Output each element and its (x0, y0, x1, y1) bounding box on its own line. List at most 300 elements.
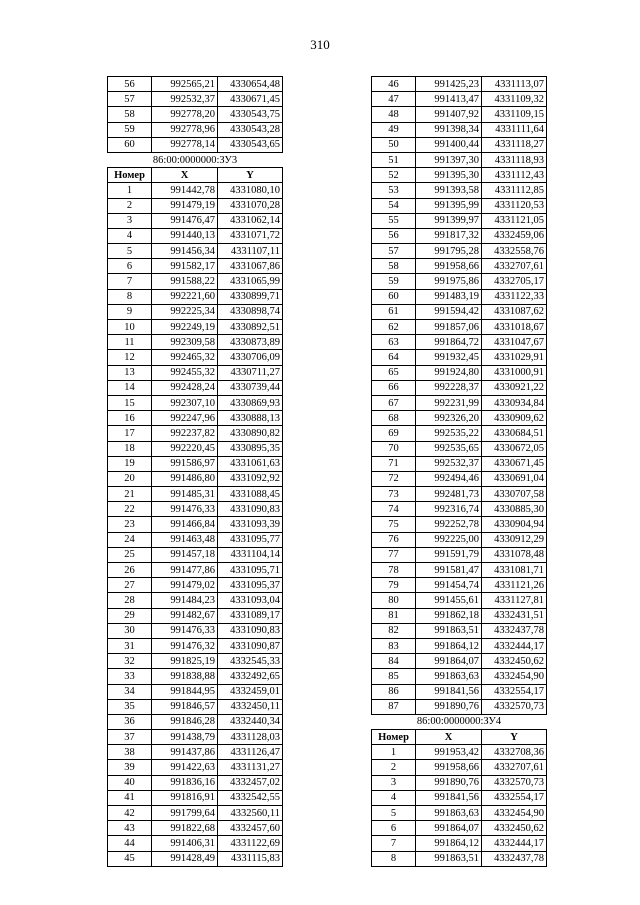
coord-x: 991890,76 (416, 775, 482, 790)
table-row (108, 745, 283, 760)
point-number: 71 (372, 456, 416, 471)
table-row (372, 137, 547, 152)
point-number: 46 (372, 77, 416, 92)
coord-x: 991395,99 (416, 198, 482, 213)
coord-y: 4330895,35 (218, 441, 283, 456)
coord-y: 4332558,76 (482, 244, 547, 259)
header-y: Y (218, 168, 283, 183)
coord-y: 4331113,07 (482, 77, 547, 92)
coord-x: 991838,88 (152, 669, 218, 684)
table-row (372, 320, 547, 335)
coord-y: 4332705,17 (482, 274, 547, 289)
coord-y: 4332454,90 (482, 806, 547, 821)
coord-y: 4331131,27 (218, 760, 283, 775)
coord-x: 991864,07 (416, 821, 482, 836)
coord-y: 4331118,93 (482, 152, 547, 167)
table-row (108, 456, 283, 471)
coord-x: 991438,79 (152, 730, 218, 745)
header-num: Номер (372, 730, 416, 745)
coord-x: 991456,34 (152, 244, 218, 259)
coord-y: 4331126,47 (218, 745, 283, 760)
table-row (108, 532, 283, 547)
point-number: 53 (372, 183, 416, 198)
point-number: 83 (372, 638, 416, 653)
coord-y: 4331127,81 (482, 593, 547, 608)
coord-y: 4330892,51 (218, 320, 283, 335)
coord-x: 992535,65 (416, 441, 482, 456)
coord-x: 992535,22 (416, 426, 482, 441)
point-number: 36 (108, 714, 152, 729)
table-row (108, 289, 283, 304)
coord-x: 991591,79 (416, 547, 482, 562)
table-row (108, 441, 283, 456)
coord-x: 991822,68 (152, 821, 218, 836)
coord-x: 992228,37 (416, 380, 482, 395)
coord-y: 4330899,71 (218, 289, 283, 304)
coord-y: 4331018,67 (482, 320, 547, 335)
coord-y: 4331107,11 (218, 244, 283, 259)
point-number: 2 (372, 760, 416, 775)
coord-x: 991483,19 (416, 289, 482, 304)
point-number: 29 (108, 608, 152, 623)
header-x: X (416, 730, 482, 745)
coord-x: 991864,12 (416, 638, 482, 653)
coord-y: 4331090,83 (218, 623, 283, 638)
point-number: 60 (108, 137, 152, 152)
table-row (108, 213, 283, 228)
coord-y: 4331071,72 (218, 228, 283, 243)
coord-y: 4331112,85 (482, 183, 547, 198)
coord-y: 4331122,69 (218, 836, 283, 851)
coord-y: 4332444,17 (482, 836, 547, 851)
coord-y: 4331120,53 (482, 198, 547, 213)
point-number: 7 (372, 836, 416, 851)
coord-y: 4332459,01 (218, 684, 283, 699)
point-number: 5 (372, 806, 416, 821)
table-row (372, 775, 547, 790)
coord-x: 991864,12 (416, 836, 482, 851)
table-row (108, 92, 283, 107)
point-number: 56 (108, 77, 152, 92)
coord-x: 992455,32 (152, 365, 218, 380)
table-row (372, 183, 547, 198)
coord-x: 991863,51 (416, 623, 482, 638)
table-row (108, 851, 283, 866)
coord-x: 991864,72 (416, 335, 482, 350)
point-number: 6 (108, 259, 152, 274)
coord-y: 4331109,15 (482, 107, 547, 122)
coord-y: 4330543,75 (218, 107, 283, 122)
coord-x: 991864,07 (416, 654, 482, 669)
table-row (108, 365, 283, 380)
table-row (108, 198, 283, 213)
section-caption: 86:00:0000000:ЗУ4 (416, 716, 502, 728)
table-row (108, 608, 283, 623)
table-row (108, 654, 283, 669)
coord-y: 4332457,60 (218, 821, 283, 836)
coord-x: 991400,44 (416, 137, 482, 152)
coord-x: 991958,66 (416, 760, 482, 775)
point-number: 9 (108, 304, 152, 319)
point-number: 34 (108, 684, 152, 699)
point-number: 50 (372, 137, 416, 152)
table-row (372, 365, 547, 380)
point-number: 75 (372, 517, 416, 532)
table-row (372, 152, 547, 167)
point-number: 12 (108, 350, 152, 365)
coord-x: 991482,67 (152, 608, 218, 623)
table-row (108, 517, 283, 532)
coord-y: 4331081,71 (482, 563, 547, 578)
point-number: 37 (108, 730, 152, 745)
point-number: 39 (108, 760, 152, 775)
point-number: 63 (372, 335, 416, 350)
coord-y: 4330873,89 (218, 335, 283, 350)
coord-y: 4331029,91 (482, 350, 547, 365)
point-number: 27 (108, 578, 152, 593)
table-row (108, 623, 283, 638)
point-number: 59 (372, 274, 416, 289)
coord-x: 991816,91 (152, 790, 218, 805)
coord-y: 4330898,74 (218, 304, 283, 319)
coord-x: 991455,61 (416, 593, 482, 608)
coordinates-table-left (107, 76, 283, 867)
header-num: Номер (108, 168, 152, 183)
table-row (372, 122, 547, 137)
coord-y: 4332444,17 (482, 638, 547, 653)
table-row (372, 244, 547, 259)
table-row (108, 669, 283, 684)
table-row (372, 821, 547, 836)
point-number: 28 (108, 593, 152, 608)
coord-y: 4332707,61 (482, 760, 547, 775)
table-row (108, 714, 283, 729)
left-column (107, 76, 282, 867)
point-number: 68 (372, 411, 416, 426)
point-number: 13 (108, 365, 152, 380)
coord-y: 4331080,10 (218, 183, 283, 198)
table-row (108, 274, 283, 289)
coord-y: 4331089,17 (218, 608, 283, 623)
coord-y: 4330691,04 (482, 471, 547, 486)
coord-x: 992465,32 (152, 350, 218, 365)
coord-x: 991863,51 (416, 851, 482, 866)
coord-x: 991413,47 (416, 92, 482, 107)
coord-x: 991437,86 (152, 745, 218, 760)
point-number: 78 (372, 563, 416, 578)
point-number: 14 (108, 380, 152, 395)
point-number: 74 (372, 502, 416, 517)
page-number: 310 (310, 37, 330, 52)
coord-y: 4332570,73 (482, 775, 547, 790)
point-number: 64 (372, 350, 416, 365)
coord-y: 4331111,64 (482, 122, 547, 137)
coord-y: 4332554,17 (482, 790, 547, 805)
point-number: 25 (108, 547, 152, 562)
table-row (372, 107, 547, 122)
coord-y: 4330869,93 (218, 395, 283, 410)
coord-y: 4331062,14 (218, 213, 283, 228)
coord-y: 4331090,87 (218, 638, 283, 653)
point-number: 6 (372, 821, 416, 836)
coord-x: 991932,45 (416, 350, 482, 365)
table-row (108, 790, 283, 805)
coord-x: 991841,56 (416, 684, 482, 699)
coord-y: 4330909,62 (482, 411, 547, 426)
table-row (108, 228, 283, 243)
point-number: 45 (108, 851, 152, 866)
coord-y: 4330739,44 (218, 380, 283, 395)
point-number: 61 (372, 304, 416, 319)
point-number: 70 (372, 441, 416, 456)
coord-y: 4332560,11 (218, 806, 283, 821)
coord-x: 991846,28 (152, 714, 218, 729)
coord-y: 4331121,05 (482, 213, 547, 228)
header-row (372, 730, 547, 745)
point-number: 10 (108, 320, 152, 335)
table-row (372, 168, 547, 183)
table-row (108, 563, 283, 578)
coord-x: 991846,57 (152, 699, 218, 714)
table-row (372, 426, 547, 441)
coord-x: 991476,47 (152, 213, 218, 228)
table-row (108, 259, 283, 274)
table-row (372, 836, 547, 851)
point-number: 23 (108, 517, 152, 532)
point-number: 47 (372, 92, 416, 107)
table-row (108, 77, 283, 92)
coord-y: 4330543,28 (218, 122, 283, 137)
coord-x: 991476,32 (152, 638, 218, 653)
coord-y: 4332554,17 (482, 684, 547, 699)
coord-x: 991582,17 (152, 259, 218, 274)
point-number: 58 (372, 259, 416, 274)
point-number: 3 (372, 775, 416, 790)
table-row (372, 623, 547, 638)
coord-y: 4331112,43 (482, 168, 547, 183)
point-number: 32 (108, 654, 152, 669)
coord-x: 992231,99 (416, 395, 482, 410)
point-number: 20 (108, 471, 152, 486)
coord-x: 992225,00 (416, 532, 482, 547)
point-number: 52 (372, 168, 416, 183)
table-row (372, 487, 547, 502)
coord-x: 992247,96 (152, 411, 218, 426)
table-row (372, 441, 547, 456)
table-row (108, 320, 283, 335)
table-row (372, 350, 547, 365)
point-number: 33 (108, 669, 152, 684)
header-x: X (152, 168, 218, 183)
point-number: 11 (108, 335, 152, 350)
coord-x: 991457,18 (152, 547, 218, 562)
coord-y: 4330888,13 (218, 411, 283, 426)
coord-y: 4332707,61 (482, 259, 547, 274)
coord-x: 991454,74 (416, 578, 482, 593)
coord-x: 991825,19 (152, 654, 218, 669)
table-row (108, 411, 283, 426)
coord-y: 4330904,94 (482, 517, 547, 532)
table-row (372, 517, 547, 532)
point-number: 40 (108, 775, 152, 790)
coord-x: 991398,34 (416, 122, 482, 137)
coord-y: 4331088,45 (218, 487, 283, 502)
coord-x: 991395,30 (416, 168, 482, 183)
coord-y: 4332450,62 (482, 821, 547, 836)
point-number: 66 (372, 380, 416, 395)
table-row (372, 684, 547, 699)
point-number: 48 (372, 107, 416, 122)
point-number: 49 (372, 122, 416, 137)
coord-x: 992309,58 (152, 335, 218, 350)
coord-x: 992326,20 (416, 411, 482, 426)
coord-x: 991857,06 (416, 320, 482, 335)
table-row (372, 335, 547, 350)
table-row (108, 426, 283, 441)
coord-x: 992428,24 (152, 380, 218, 395)
coord-x: 991476,33 (152, 502, 218, 517)
section-caption-row (108, 152, 283, 167)
point-number: 17 (108, 426, 152, 441)
coord-x: 991486,80 (152, 471, 218, 486)
table-row (108, 471, 283, 486)
coord-y: 4332492,65 (218, 669, 283, 684)
coord-y: 4331078,48 (482, 547, 547, 562)
coord-x: 991799,64 (152, 806, 218, 821)
coord-y: 4331115,83 (218, 851, 283, 866)
table-row (372, 289, 547, 304)
table-row (372, 213, 547, 228)
point-number: 56 (372, 228, 416, 243)
coord-x: 991594,42 (416, 304, 482, 319)
coord-y: 4332570,73 (482, 699, 547, 714)
coord-x: 991817,32 (416, 228, 482, 243)
coord-x: 991586,97 (152, 456, 218, 471)
coord-y: 4330671,45 (482, 456, 547, 471)
table-row (372, 593, 547, 608)
coord-x: 991399,97 (416, 213, 482, 228)
point-number: 7 (108, 274, 152, 289)
coord-x: 992249,19 (152, 320, 218, 335)
section-caption-row (372, 714, 547, 729)
point-number: 3 (108, 213, 152, 228)
coord-y: 4331061,63 (218, 456, 283, 471)
coord-x: 991479,02 (152, 578, 218, 593)
table-row (108, 502, 283, 517)
coord-x: 991795,28 (416, 244, 482, 259)
table-row (108, 578, 283, 593)
table-row (108, 335, 283, 350)
coord-x: 991953,42 (416, 745, 482, 760)
coordinates-table-right (371, 76, 547, 867)
table-row (108, 836, 283, 851)
table-row (108, 730, 283, 745)
point-number: 54 (372, 198, 416, 213)
point-number: 82 (372, 623, 416, 638)
point-number: 84 (372, 654, 416, 669)
coord-x: 991425,23 (416, 77, 482, 92)
point-number: 81 (372, 608, 416, 623)
coord-y: 4331090,83 (218, 502, 283, 517)
coord-y: 4331095,77 (218, 532, 283, 547)
table-row (372, 92, 547, 107)
coord-y: 4331087,62 (482, 304, 547, 319)
table-row (108, 638, 283, 653)
coord-y: 4330711,27 (218, 365, 283, 380)
table-row (372, 547, 547, 562)
coord-y: 4331095,71 (218, 563, 283, 578)
coord-y: 4332457,02 (218, 775, 283, 790)
coord-y: 4332545,33 (218, 654, 283, 669)
point-number: 80 (372, 593, 416, 608)
point-number: 8 (372, 851, 416, 866)
coord-y: 4332454,90 (482, 669, 547, 684)
table-row (372, 304, 547, 319)
coord-y: 4330654,48 (218, 77, 283, 92)
coord-x: 992252,78 (416, 517, 482, 532)
point-number: 77 (372, 547, 416, 562)
coord-y: 4331128,03 (218, 730, 283, 745)
coord-x: 992532,37 (152, 92, 218, 107)
table-row (372, 456, 547, 471)
table-row (372, 608, 547, 623)
table-row (372, 699, 547, 714)
point-number: 19 (108, 456, 152, 471)
coord-x: 991440,13 (152, 228, 218, 243)
coord-x: 992494,46 (416, 471, 482, 486)
point-number: 30 (108, 623, 152, 638)
coord-x: 991890,76 (416, 699, 482, 714)
coord-x: 991442,78 (152, 183, 218, 198)
table-row (108, 304, 283, 319)
coord-x: 992565,21 (152, 77, 218, 92)
table-row (108, 593, 283, 608)
table-row (372, 259, 547, 274)
coord-x: 991479,19 (152, 198, 218, 213)
table-row (372, 760, 547, 775)
coord-x: 991844,95 (152, 684, 218, 699)
coord-y: 4330934,84 (482, 395, 547, 410)
coord-y: 4331118,27 (482, 137, 547, 152)
point-number: 72 (372, 471, 416, 486)
table-row (372, 411, 547, 426)
point-number: 44 (108, 836, 152, 851)
coord-y: 4331095,37 (218, 578, 283, 593)
table-row (372, 790, 547, 805)
coord-y: 4332437,78 (482, 851, 547, 866)
coord-x: 991863,63 (416, 806, 482, 821)
coord-y: 4331067,86 (218, 259, 283, 274)
table-row (372, 532, 547, 547)
coord-y: 4330671,45 (218, 92, 283, 107)
point-number: 4 (108, 228, 152, 243)
coord-y: 4330885,30 (482, 502, 547, 517)
point-number: 21 (108, 487, 152, 502)
coord-y: 4331121,26 (482, 578, 547, 593)
point-number: 1 (108, 183, 152, 198)
table-row (108, 806, 283, 821)
point-number: 76 (372, 532, 416, 547)
table-row (372, 395, 547, 410)
right-column (371, 76, 546, 867)
point-number: 4 (372, 790, 416, 805)
coord-x: 992225,34 (152, 304, 218, 319)
point-number: 31 (108, 638, 152, 653)
coord-y: 4331093,04 (218, 593, 283, 608)
point-number: 2 (108, 198, 152, 213)
coord-x: 992778,20 (152, 107, 218, 122)
table-row (372, 806, 547, 821)
